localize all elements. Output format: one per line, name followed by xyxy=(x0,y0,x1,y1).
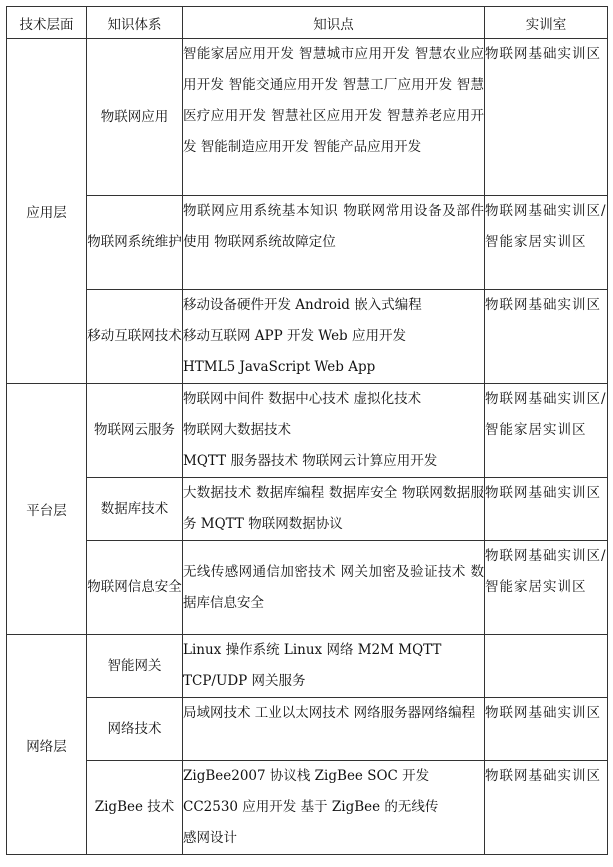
header-points: 知识点 xyxy=(183,7,485,39)
points-cell: 物联网应用系统基本知识 物联网常用设备及部件使用 物联网系统故障定位 xyxy=(183,196,485,290)
system-cell: 网络技术 xyxy=(87,698,183,761)
header-lab: 实训室 xyxy=(485,7,608,39)
points-line: 物联网中间件 数据中心技术 虚拟化技术 xyxy=(183,391,422,407)
system-cell: 智能网关 xyxy=(87,635,183,698)
points-line: 移动互联网 APP 开发 Web 应用开发 xyxy=(183,328,406,344)
header-layer: 技术层面 xyxy=(7,7,87,39)
table-row xyxy=(7,196,608,290)
table-row xyxy=(7,635,608,698)
points-line: 感网设计 xyxy=(183,830,237,846)
points-line: Linux 操作系统 Linux 网络 M2M MQTT xyxy=(183,642,442,658)
system-cell: ZigBee 技术 xyxy=(87,761,183,855)
points-cell: 局域网技术 工业以太网技术 网络服务器网络编程 xyxy=(183,698,485,761)
points-cell: 大数据技术 数据库编程 数据库安全 物联网数据服务 MQTT 物联网数据协议 xyxy=(183,478,485,541)
layer-cell: 平台层 xyxy=(7,384,87,635)
lab-cell: 物联网基础实训区 xyxy=(485,290,608,384)
points-cell xyxy=(183,384,485,478)
system-cell: 物联网系统维护 xyxy=(87,196,183,290)
points-line: CC2530 应用开发 基于 ZigBee 的无线传 xyxy=(183,799,439,815)
curriculum-table xyxy=(6,6,608,855)
points-cell: 智能家居应用开发 智慧城市应用开发 智慧农业应用开发 智能交通应用开发 智慧工厂应用开发 智慧医疗应用开发 智慧社区应用开发 智慧养老应用开发 智能制造应用开发 智能产品应用开发 xyxy=(183,39,485,196)
lab-cell: 物联网基础实训区 xyxy=(485,761,608,855)
points-cell xyxy=(183,290,485,384)
system-cell: 物联网信息安全 xyxy=(87,541,183,635)
table-row xyxy=(7,290,608,384)
table-row xyxy=(7,541,608,635)
points-cell xyxy=(183,761,485,855)
layer-cell: 网络层 xyxy=(7,635,87,855)
system-cell: 数据库技术 xyxy=(87,478,183,541)
lab-cell: 物联网基础实训区 xyxy=(485,39,608,196)
table-row xyxy=(7,478,608,541)
points-line: ZigBee2007 协议栈 ZigBee SOC 开发 xyxy=(183,768,430,784)
system-cell: 物联网云服务 xyxy=(87,384,183,478)
table-row xyxy=(7,761,608,855)
lab-cell: 物联网基础实训区 xyxy=(485,478,608,541)
lab-cell: 物联网基础实训区/智能家居实训区 xyxy=(485,541,608,635)
points-line: 物联网大数据技术 xyxy=(183,422,291,438)
points-cell xyxy=(183,635,485,698)
points-line: TCP/UDP 网关服务 xyxy=(183,673,306,689)
layer-cell: 应用层 xyxy=(7,39,87,384)
table-row xyxy=(7,698,608,761)
lab-cell: 物联网基础实训区/智能家居实训区 xyxy=(485,384,608,478)
points-cell: 无线传感网通信加密技术 网关加密及验证技术 数据库信息安全 xyxy=(183,541,485,635)
table-row xyxy=(7,384,608,478)
table-row xyxy=(7,39,608,196)
lab-cell: 物联网基础实训区/智能家居实训区 xyxy=(485,196,608,290)
lab-cell xyxy=(485,635,608,698)
system-cell: 物联网应用 xyxy=(87,39,183,196)
system-cell: 移动互联网技术 xyxy=(87,290,183,384)
points-line: 移动设备硬件开发 Android 嵌入式编程 xyxy=(183,297,422,313)
points-line: HTML5 JavaScript Web App xyxy=(183,359,376,375)
header-row xyxy=(7,7,608,39)
header-system: 知识体系 xyxy=(87,7,183,39)
lab-cell: 物联网基础实训区 xyxy=(485,698,608,761)
points-line: MQTT 服务器技术 物联网云计算应用开发 xyxy=(183,453,438,469)
